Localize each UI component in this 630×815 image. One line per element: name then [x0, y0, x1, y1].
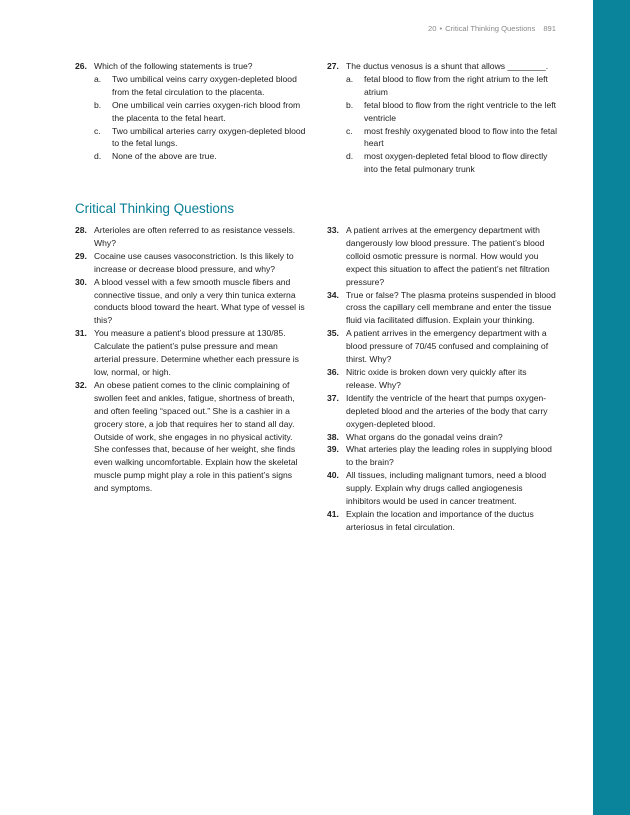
question-text: Identify the ventricle of the heart that pumps oxygen-depleted blood and the arteries of the body that carry oxygen-depleted blood. — [346, 392, 548, 429]
option-letter: b. — [346, 99, 354, 110]
question-31 — [75, 327, 306, 379]
question-28 — [75, 224, 306, 250]
question-number: 33. — [327, 225, 339, 235]
option-letter: c. — [94, 125, 101, 136]
question-number: 35. — [327, 328, 339, 339]
question-text: Arterioles are often referred to as resistance vessels. Why? — [94, 225, 296, 248]
answer-option — [327, 99, 557, 125]
review-question-26 — [75, 60, 306, 163]
question-number: 26. — [75, 61, 87, 71]
option-letter: a. — [94, 73, 102, 84]
question-number: 31. — [75, 328, 87, 339]
option-text: Two umbilical arteries carry oxygen-depleted blood to the fetal lungs. — [112, 125, 306, 149]
question-text: You measure a patient’s blood pressure at 130/85. Calculate the patient’s pulse pressure and mean arterial pressure. Determine whether each pressure is low, normal, or high. — [94, 328, 299, 377]
question-text: True or false? The plasma proteins suspended in blood cross the capillary cell membrane and enter the tissue fluid via facilitated diffusion. Explain your thinking. — [346, 289, 556, 326]
question-30 — [75, 276, 306, 328]
bullet-separator: • — [439, 24, 443, 33]
question-40 — [327, 469, 557, 508]
question-number: 27. — [327, 61, 339, 71]
option-text: Two umbilical veins carry oxygen-depleted blood from the fetal circulation to the placenta. — [112, 73, 297, 97]
review-question-27 — [327, 60, 557, 176]
running-head — [428, 24, 556, 33]
question-text: An obese patient comes to the clinic complaining of swollen feet and ankles, fatigue, shortness of breath, and often feeling “spaced out.” She is a cashier in a grocery store, a job that requires her to stand all day. Outside of work, she engages in no physical activity. She confesses that, because of her weight, she finds even walking uncomfortable. Explain how the skeletal muscle pump might play a role in this patient’s signs and symptoms. — [94, 379, 298, 494]
question-text: Explain the location and importance of the ductus arteriosus in fetal circulation. — [346, 508, 534, 532]
question-38 — [327, 431, 557, 444]
option-text: most freshly oxygenated blood to flow into the fetal heart — [364, 125, 557, 149]
question-39 — [327, 443, 557, 469]
answer-option — [327, 125, 557, 151]
chapter-section-title: Critical Thinking Questions — [445, 24, 536, 33]
question-number: 38. — [327, 431, 339, 442]
question-29 — [75, 250, 306, 276]
page-edge-band — [593, 0, 630, 815]
answer-option — [75, 125, 306, 151]
option-text: most oxygen-depleted fetal blood to flow directly into the fetal pulmonary trunk — [364, 151, 548, 175]
answer-option — [75, 99, 306, 125]
question-number: 30. — [75, 276, 87, 287]
question-number: 28. — [75, 225, 87, 235]
question-text: A patient arrives at the emergency department with dangerously low blood pressure. The patient’s blood colloid osmotic pressure is normal. How would you expect this situation to affect the patient’s net filtration pressure? — [346, 225, 550, 287]
option-letter: d. — [346, 151, 354, 162]
question-number: 34. — [327, 289, 339, 300]
question-text: Nitric oxide is broken down very quickly after its release. Why? — [346, 366, 527, 390]
answer-option — [327, 150, 557, 176]
question-number: 29. — [75, 250, 87, 261]
question-34 — [327, 289, 557, 328]
critical-thinking-right-column — [327, 224, 557, 534]
question-text: What arteries play the leading roles in supplying blood to the brain? — [346, 444, 552, 468]
question-41 — [327, 508, 557, 534]
option-letter: a. — [346, 73, 354, 84]
question-number: 32. — [75, 379, 87, 390]
question-35 — [327, 327, 557, 366]
question-number: 36. — [327, 366, 339, 377]
option-text: One umbilical vein carries oxygen-rich blood from the placenta to the fetal heart. — [112, 99, 301, 123]
option-letter: c. — [346, 125, 353, 136]
question-text: The ductus venosus is a shunt that allows ________. — [346, 61, 549, 71]
question-36 — [327, 366, 557, 392]
question-text: Which of the following statements is true? — [94, 61, 253, 71]
page-number: 891 — [543, 24, 556, 33]
option-letter: b. — [94, 99, 102, 110]
question-33 — [327, 224, 557, 289]
option-letter: d. — [94, 151, 102, 162]
section-heading: Critical Thinking Questions — [75, 201, 235, 216]
answer-option — [75, 150, 306, 163]
question-number: 40. — [327, 470, 339, 481]
question-number: 37. — [327, 392, 339, 403]
question-37 — [327, 392, 557, 431]
option-text: fetal blood to flow from the right ventricle to the left ventricle — [364, 99, 557, 123]
question-text: A blood vessel with a few smooth muscle fibers and connective tissue, and only a very thin tunica externa conducts blood toward the heart. What type of vessel is this? — [94, 276, 305, 326]
chapter-number: 20 — [428, 24, 437, 33]
question-number: 39. — [327, 444, 339, 455]
critical-thinking-left-column — [75, 224, 306, 495]
option-text: fetal blood to flow from the right atrium to the left atrium — [364, 73, 548, 97]
question-number: 41. — [327, 508, 339, 519]
question-32 — [75, 379, 306, 495]
question-text: All tissues, including malignant tumors, need a blood supply. Explain why drugs called angiogenesis inhibitors would be used in cancer treatment. — [346, 470, 547, 507]
question-text: A patient arrives in the emergency department with a blood pressure of 70/45 confused and complaining of thirst. Why? — [346, 328, 549, 365]
answer-option — [327, 73, 557, 99]
question-text: Cocaine use causes vasoconstriction. Is this likely to increase or decrease blood pressure, and why? — [94, 250, 294, 274]
option-text: None of the above are true. — [112, 151, 217, 162]
answer-option — [75, 73, 306, 99]
question-text: What organs do the gonadal veins drain? — [346, 431, 503, 442]
